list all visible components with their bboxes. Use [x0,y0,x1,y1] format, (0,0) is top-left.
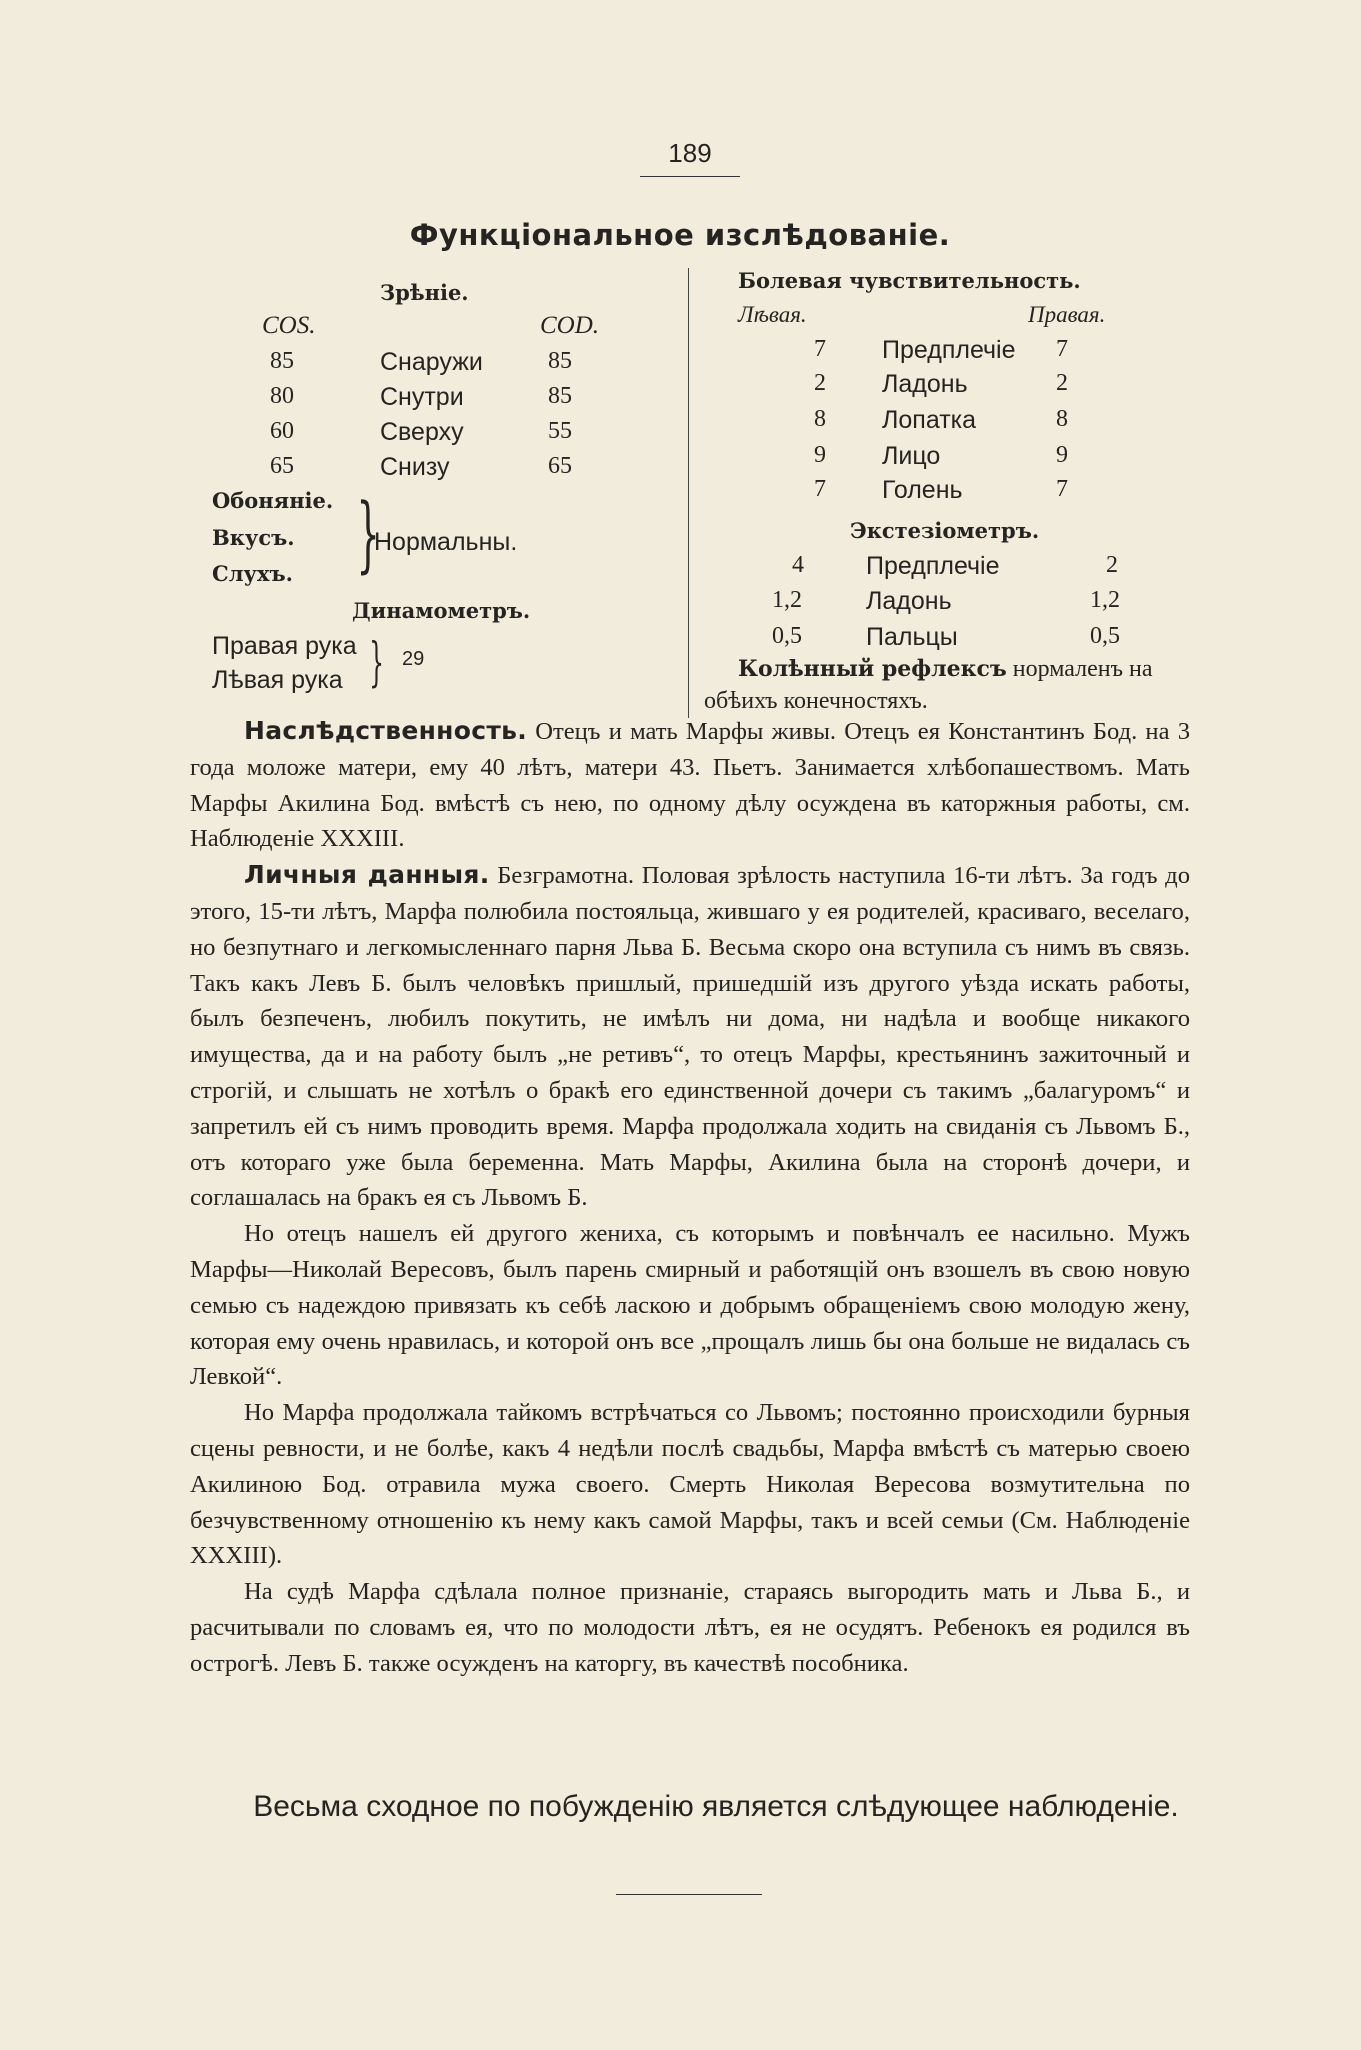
reflex-line [738,656,1153,683]
vision-right-value: 85 [548,383,572,409]
pain-row-label: Голень [882,476,963,504]
body-text [190,713,1190,1682]
pain-left-value: 7 [814,476,826,502]
page-number-rule [640,176,740,177]
pain-left-value: 8 [814,406,826,432]
pain-row-label: Ладонь [882,370,968,398]
paragraph: Но Марфа продолжала тайкомъ встрѣчаться со Львомъ; постоянно происходили бурныя сцены ревности, и не болѣе, какъ 4 недѣли послѣ свадьбы, Марфа вмѣстѣ съ матерью своею Акилиною Бод. отравила мужа своего. Смерть Николая Вересова возмутительна по безчувственному отношенію къ нему какъ самой Марфы, такъ и всей семьи (См. Наблюденіе XXXIII). [190,1399,1190,1570]
dynamometer-brace: } [369,633,384,693]
esthesiometer-row-label: Ладонь [866,587,952,615]
section-heading: Функціональное изслѣдованіе. [409,218,951,252]
esthesiometer-left-value: 0,5 [772,623,802,649]
esthesiometer-title: Экстезіометръ. [850,518,1040,543]
closing-line: Весьма сходное по побужденію является слѣдующее наблюденіе. [253,1790,1179,1823]
dynamometer-row: Лѣвая рука [212,666,343,694]
paragraph: На судѣ Марфа сдѣлала полное признаніе, стараясь выгородить мать и Льва Б., и расчитывали по словамъ ея, что по молодости лѣтъ, ея не осудятъ. Ребенокъ ея родился въ острогѣ. Левъ Б. также осужденъ на каторгу, въ качествѣ пособника. [190,1578,1190,1677]
esthesiometer-left-value: 1,2 [772,587,802,613]
personal-lead: Личныя данныя. [244,860,490,890]
vision-title: Зрѣніе. [380,280,469,305]
sense-item: Вкусъ. [212,525,295,550]
dynamometer-row: Правая рука [212,632,357,660]
pain-right-value: 8 [1056,406,1068,432]
vision-row-label: Снаружи [380,348,483,376]
vision-row-label: Снизу [380,453,450,481]
pain-left-value: 7 [814,336,826,362]
esthesiometer-right-value: 1,2 [1090,587,1120,613]
reflex-label: Колѣнный рефлексъ [738,656,1007,682]
reflex-text: нормаленъ на [1006,656,1153,682]
pain-left-header: Лѣвая. [738,302,807,327]
pain-right-header: Правая. [1028,302,1106,327]
esthesiometer-right-value: 2 [1106,552,1118,578]
vision-left-value: 85 [270,348,294,374]
vision-left-value: 80 [270,383,294,409]
pain-title: Болевая чувствительность. [738,268,1081,293]
sense-item: Слухъ. [212,561,293,586]
personal-paragraph [190,857,1190,1216]
pain-right-value: 9 [1056,442,1068,468]
pain-right-value: 7 [1056,476,1068,502]
sense-item: Обоняніе. [212,488,334,513]
pain-right-value: 7 [1056,336,1068,362]
vision-row-label: Снутри [380,383,464,411]
vision-left-header: COS. [262,312,316,339]
heredity-lead: Наслѣдственность. [244,716,528,745]
pain-row-label: Лицо [882,442,941,470]
paragraph: Но отецъ нашелъ ей другого жениха, съ которымъ и повѣнчалъ ее насильно. Мужъ Марфы—Николай Вересовъ, былъ парень смирный и работящій онъ взошелъ въ свою новую семью съ надеждою привязать къ себѣ ласкою и добрымъ обращеніемъ свою молодую жену, которая ему очень нравилась, и которой онъ все „прощалъ лишь бы она больше не видалась съ Левкой“. [190,1220,1190,1391]
esthesiometer-right-value: 0,5 [1090,623,1120,649]
pain-right-value: 2 [1056,370,1068,396]
heredity-text: Отецъ и мать Марфы живы. Отецъ ея Константинъ Бод. на 3 года моложе матери, ему 40 лѣтъ, матери 43. Пьетъ. Занимается хлѣбопашествомъ. Мать Марфы Акилина Бод. вмѣстѣ съ нею, по одному дѣлу осуждена въ каторжныя работы, см. Наблюденіе XXXIII. [190,718,1190,853]
vision-right-value: 85 [548,348,572,374]
vision-left-value: 60 [270,418,294,444]
vision-right-value: 55 [548,418,572,444]
personal-text: Безграмотна. Половая зрѣлость наступила 16-ти лѣтъ. За годъ до этого, 15-ти лѣтъ, Марфа полюбила постояльца, жившаго у ея родителей, красиваго, веселаго, но безпутнаго и легкомысленнаго парня Льва Б. Весьма скоро она вступила съ нимъ въ связь. Такъ какъ Левъ Б. былъ человѣкъ пришлый, пришедшій изъ другого уѣзда искать работы, былъ безпеченъ, любилъ покутить, не имѣлъ ни дома, ни надѣла и вообще никакого имущества, да и на работу былъ „не ретивъ“, то отецъ Марфы, крестьянинъ зажиточный и строгій, и слышать не хотѣлъ о бракѣ его единственной дочери съ такимъ „балагуромъ“ и запретилъ ей съ нимъ проводить время. Марфа продолжала ходить на свиданія съ Львомъ Б., отъ котораго уже была беременна. Мать Марфы, Акилина была на сторонѣ дочери, и соглашалась на бракъ ея съ Львомъ Б. [190,862,1190,1212]
dynamometer-value: 29 [402,648,425,670]
dynamometer-title: Динамометръ. [352,598,531,623]
page-number: 189 [668,138,712,168]
column-divider [688,268,689,718]
pain-row-label: Предплечіе [882,336,1016,364]
pain-left-value: 9 [814,442,826,468]
heredity-paragraph [190,713,1190,857]
pain-left-value: 2 [814,370,826,396]
senses-result: Нормальны. [374,528,518,556]
esthesiometer-row-label: Пальцы [866,623,958,651]
reflex-line-2: обѣихъ конечностяхъ. [704,688,928,714]
esthesiometer-left-value: 4 [792,552,804,578]
esthesiometer-row-label: Предплечіе [866,552,1000,580]
vision-right-header: COD. [540,312,600,339]
senses-brace: } [356,487,380,582]
vision-left-value: 65 [270,453,294,479]
end-rule [616,1894,762,1895]
vision-row-label: Сверху [380,418,464,446]
vision-right-value: 65 [548,453,572,479]
pain-row-label: Лопатка [882,406,977,434]
